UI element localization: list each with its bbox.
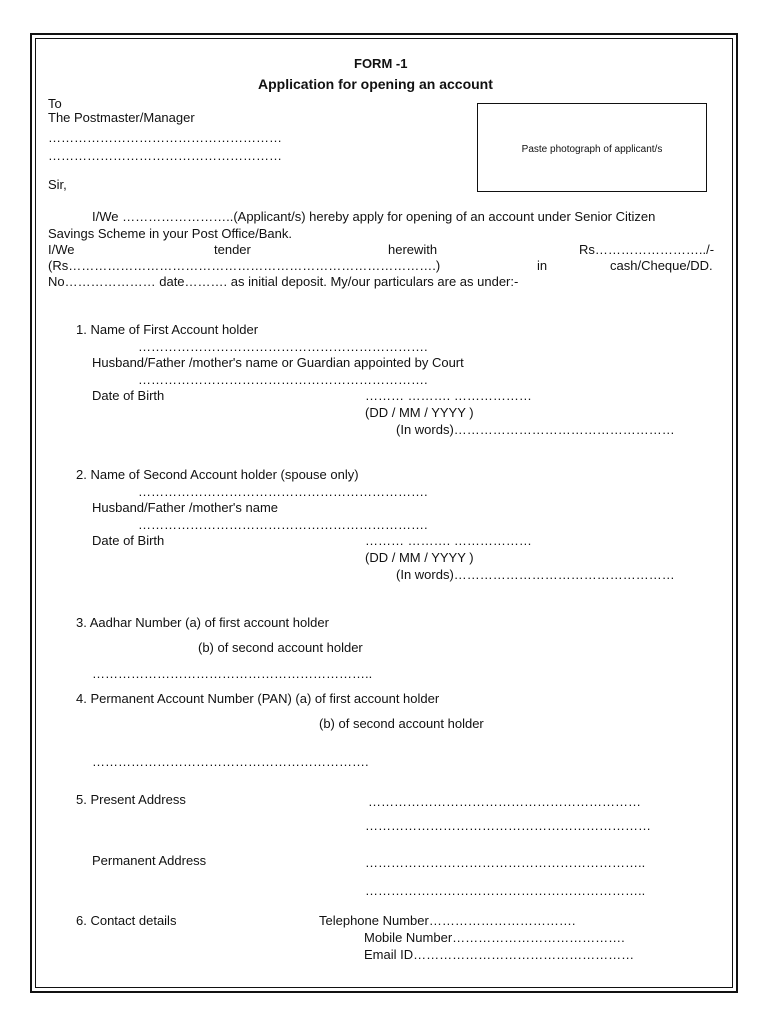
email-id-field[interactable]: Email ID…………………………………………… xyxy=(364,947,635,962)
body-line-3-a: I/We xyxy=(48,242,75,257)
section-2-title: 2. Name of Second Account holder (spouse only) xyxy=(76,467,359,482)
mobile-number-field[interactable]: Mobile Number…………………………………. xyxy=(364,930,625,945)
second-holder-relation-field[interactable]: …………………………………………………………. xyxy=(138,517,428,532)
form-title: Application for opening an account xyxy=(258,76,493,92)
section-2-relation-label: Husband/Father /mother's name xyxy=(92,500,279,515)
present-address-line-2[interactable]: ………………………………………………………… xyxy=(365,818,651,833)
present-address-line-1[interactable]: ……………………………………………………… xyxy=(368,794,641,809)
section-1-dob-label: Date of Birth xyxy=(92,388,165,403)
body-line-3-d[interactable]: Rs……………………../- xyxy=(579,242,715,257)
second-holder-name-field[interactable]: …………………………………………………………. xyxy=(138,484,428,499)
body-line-3-c: herewith xyxy=(388,242,438,257)
section-4-title: 4. Permanent Account Number (PAN) (a) of first account holder xyxy=(76,691,440,706)
permanent-address-label: Permanent Address xyxy=(92,853,207,868)
first-holder-dob-words-field[interactable]: (In words)…………………………………………… xyxy=(396,422,675,437)
section-3-second-label: (b) of second account holder xyxy=(198,640,363,655)
permanent-address-line-2[interactable]: ……………………………………………………….. xyxy=(365,883,646,898)
section-1-dob-format: (DD / MM / YYYY ) xyxy=(365,405,474,420)
body-line-4-c: cash/Cheque/DD. xyxy=(610,258,713,273)
addressee-line-1[interactable]: ……………………………………………… xyxy=(48,130,282,145)
section-1-relation-label: Husband/Father /mother's name or Guardian appointed by Court xyxy=(92,355,464,370)
section-1-title: 1. Name of First Account holder xyxy=(76,322,259,337)
body-line-1: I/We ……………………..(Applicant/s) hereby apply for opening of an account under Senior Citizen xyxy=(92,209,656,224)
pan-number-field[interactable]: ………………………………………………………. xyxy=(92,754,369,769)
section-2-dob-label: Date of Birth xyxy=(92,533,165,548)
first-holder-name-field[interactable]: …………………………………………………………. xyxy=(138,339,428,354)
section-5-title: 5. Present Address xyxy=(76,792,186,807)
permanent-address-line-1[interactable]: ……………………………………………………….. xyxy=(365,855,646,870)
telephone-number-field[interactable]: Telephone Number……………………………. xyxy=(319,913,576,928)
first-holder-relation-field[interactable]: …………………………………………………………. xyxy=(138,372,428,387)
body-line-3-b: tender xyxy=(214,242,251,257)
addressee-line-2[interactable]: ……………………………………………… xyxy=(48,148,282,163)
section-4-second-label: (b) of second account holder xyxy=(319,716,484,731)
first-holder-dob-field[interactable]: ……… ………. ……………… xyxy=(365,388,532,403)
addressee-name: The Postmaster/Manager xyxy=(48,110,195,125)
body-line-5: No………………… date………. as initial deposit. My/our particulars are as under:- xyxy=(48,274,519,289)
salutation: Sir, xyxy=(48,177,67,192)
photo-box-label: Paste photograph of applicant/s xyxy=(521,144,663,155)
second-holder-dob-words-field[interactable]: (In words)…………………………………………… xyxy=(396,567,675,582)
second-holder-dob-field[interactable]: ……… ………. ……………… xyxy=(365,533,532,548)
photo-box[interactable] xyxy=(477,103,707,192)
body-line-4-b: in xyxy=(537,258,548,273)
section-2-dob-format: (DD / MM / YYYY ) xyxy=(365,550,474,565)
aadhar-number-field[interactable]: ……………………………………………………….. xyxy=(92,666,373,681)
body-line-2: Savings Scheme in your Post Office/Bank. xyxy=(48,226,292,241)
section-6-title: 6. Contact details xyxy=(76,913,177,928)
body-line-4-a[interactable]: (Rs………………………………………………………………………….) xyxy=(48,258,441,273)
form-number: FORM -1 xyxy=(354,56,408,71)
section-3-title: 3. Aadhar Number (a) of first account holder xyxy=(76,615,329,630)
addressee-to: To xyxy=(48,96,62,111)
